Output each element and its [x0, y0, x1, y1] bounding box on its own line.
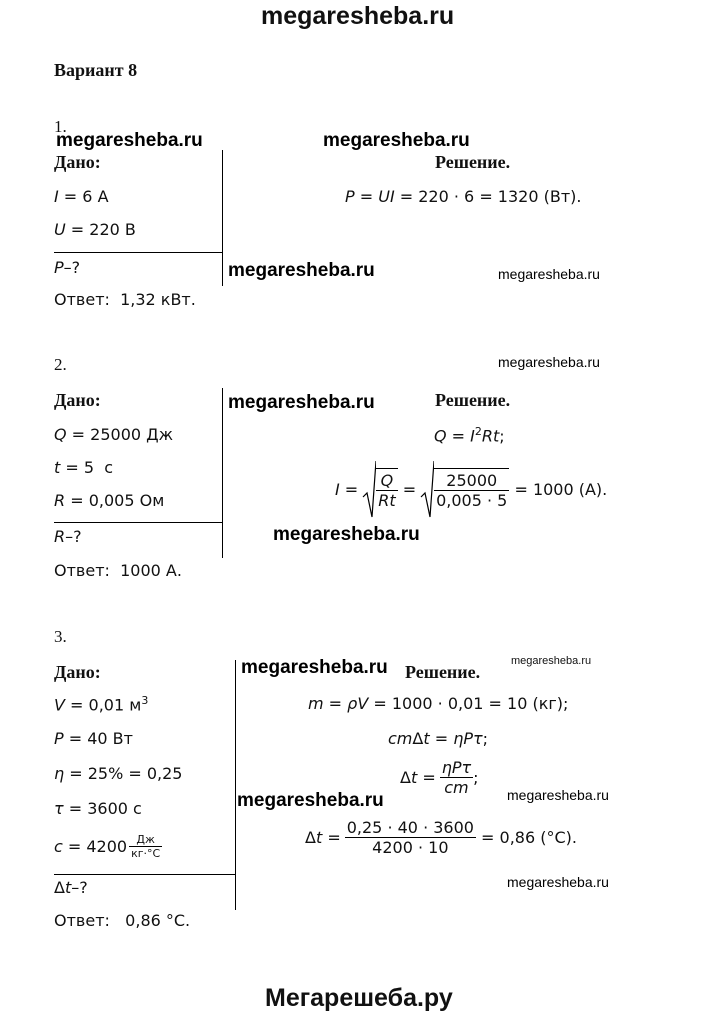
given-time: τ = 3600 с [54, 799, 142, 818]
divider-vertical [222, 150, 223, 286]
watermark: megaresheba.ru [228, 392, 375, 413]
watermark: megaresheba.ru [498, 354, 600, 370]
sqrt-icon [420, 459, 434, 519]
solution-current: I = $\frac{Q}{Rt}$ = $\frac{25000}{0,005 \cdot 5}$ = 1000 (А). [335, 456, 607, 522]
given-time: t = 5 с [54, 458, 114, 477]
solution-delta-formula: Δt = $\frac{\text{ηPτ}}{cm}$ ; [400, 758, 479, 797]
solution-heading: Решение. [435, 152, 511, 172]
solution-heat-balance: cmΔt = ηPτ; [388, 729, 489, 748]
divider-vertical [222, 388, 223, 558]
given-voltage: U = 220 В [54, 220, 136, 239]
given-volume: V = 0,01 $м^3$ [54, 694, 149, 715]
answer-line: Ответ: 1,32 кВт. [54, 290, 196, 309]
site-footer: Мегарешеба.ру [265, 984, 453, 1012]
divider-vertical [235, 660, 236, 910]
given-current: I = 6 А [54, 187, 109, 206]
watermark: megaresheba.ru [507, 787, 609, 803]
problem-2-number: 2. [54, 355, 67, 374]
page-title: Вариант 8 [54, 60, 138, 80]
watermark: megaresheba.ru [56, 130, 203, 151]
solution-joule-law: $Q = I^2Rt$; [434, 425, 505, 446]
solution-delta-value: Δt = $\frac{0,25 \cdot 40 \cdot 3600}{4200 \cdot 10}$ = 0,86 (°С). [305, 818, 577, 857]
divider-horizontal [54, 874, 236, 875]
watermark: megaresheba.ru [273, 524, 420, 545]
site-header: megaresheba.ru [261, 2, 455, 30]
given-heading: Дано: [54, 662, 101, 682]
given-efficiency: η = 25% = 0,25 [54, 764, 183, 783]
given-heat: Q = 25000 Дж [54, 425, 174, 444]
solution-power: P = UI = 220 · 6 = 1320 (Вт). [345, 187, 582, 206]
answer-line: Ответ: 1000 А. [54, 561, 182, 580]
watermark: megaresheba.ru [511, 655, 592, 667]
given-heading: Дано: [54, 152, 101, 172]
watermark: megaresheba.ru [237, 790, 384, 811]
find-quantity: Δt–? [54, 878, 88, 897]
divider-horizontal [54, 252, 223, 253]
watermark: megaresheba.ru [498, 266, 600, 282]
given-resistance: R = 0,005 Ом [54, 491, 165, 510]
problem-3-number: 3. [54, 627, 67, 646]
watermark: megaresheba.ru [507, 874, 609, 890]
problem-1-number: 1. [54, 117, 67, 136]
given-power: P = 40 Вт [54, 729, 133, 748]
divider-horizontal [54, 522, 223, 523]
watermark: megaresheba.ru [323, 130, 470, 151]
sqrt-icon [362, 459, 376, 519]
solution-mass: m = ρV = 1000 · 0,01 = 10 (кг); [308, 694, 569, 713]
answer-line: Ответ: 0,86 °С. [54, 911, 191, 930]
watermark: megaresheba.ru [241, 657, 388, 678]
watermark: megaresheba.ru [228, 260, 375, 281]
find-quantity: P–? [54, 258, 81, 277]
given-heading: Дано: [54, 390, 101, 410]
solution-heading: Решение. [435, 390, 511, 410]
solution-heading: Решение. [405, 662, 481, 682]
given-specific-heat: c = 4200 $\frac{Дж}{кг\cdot^\circ С}$ [54, 833, 161, 860]
find-quantity: R–? [54, 527, 82, 546]
